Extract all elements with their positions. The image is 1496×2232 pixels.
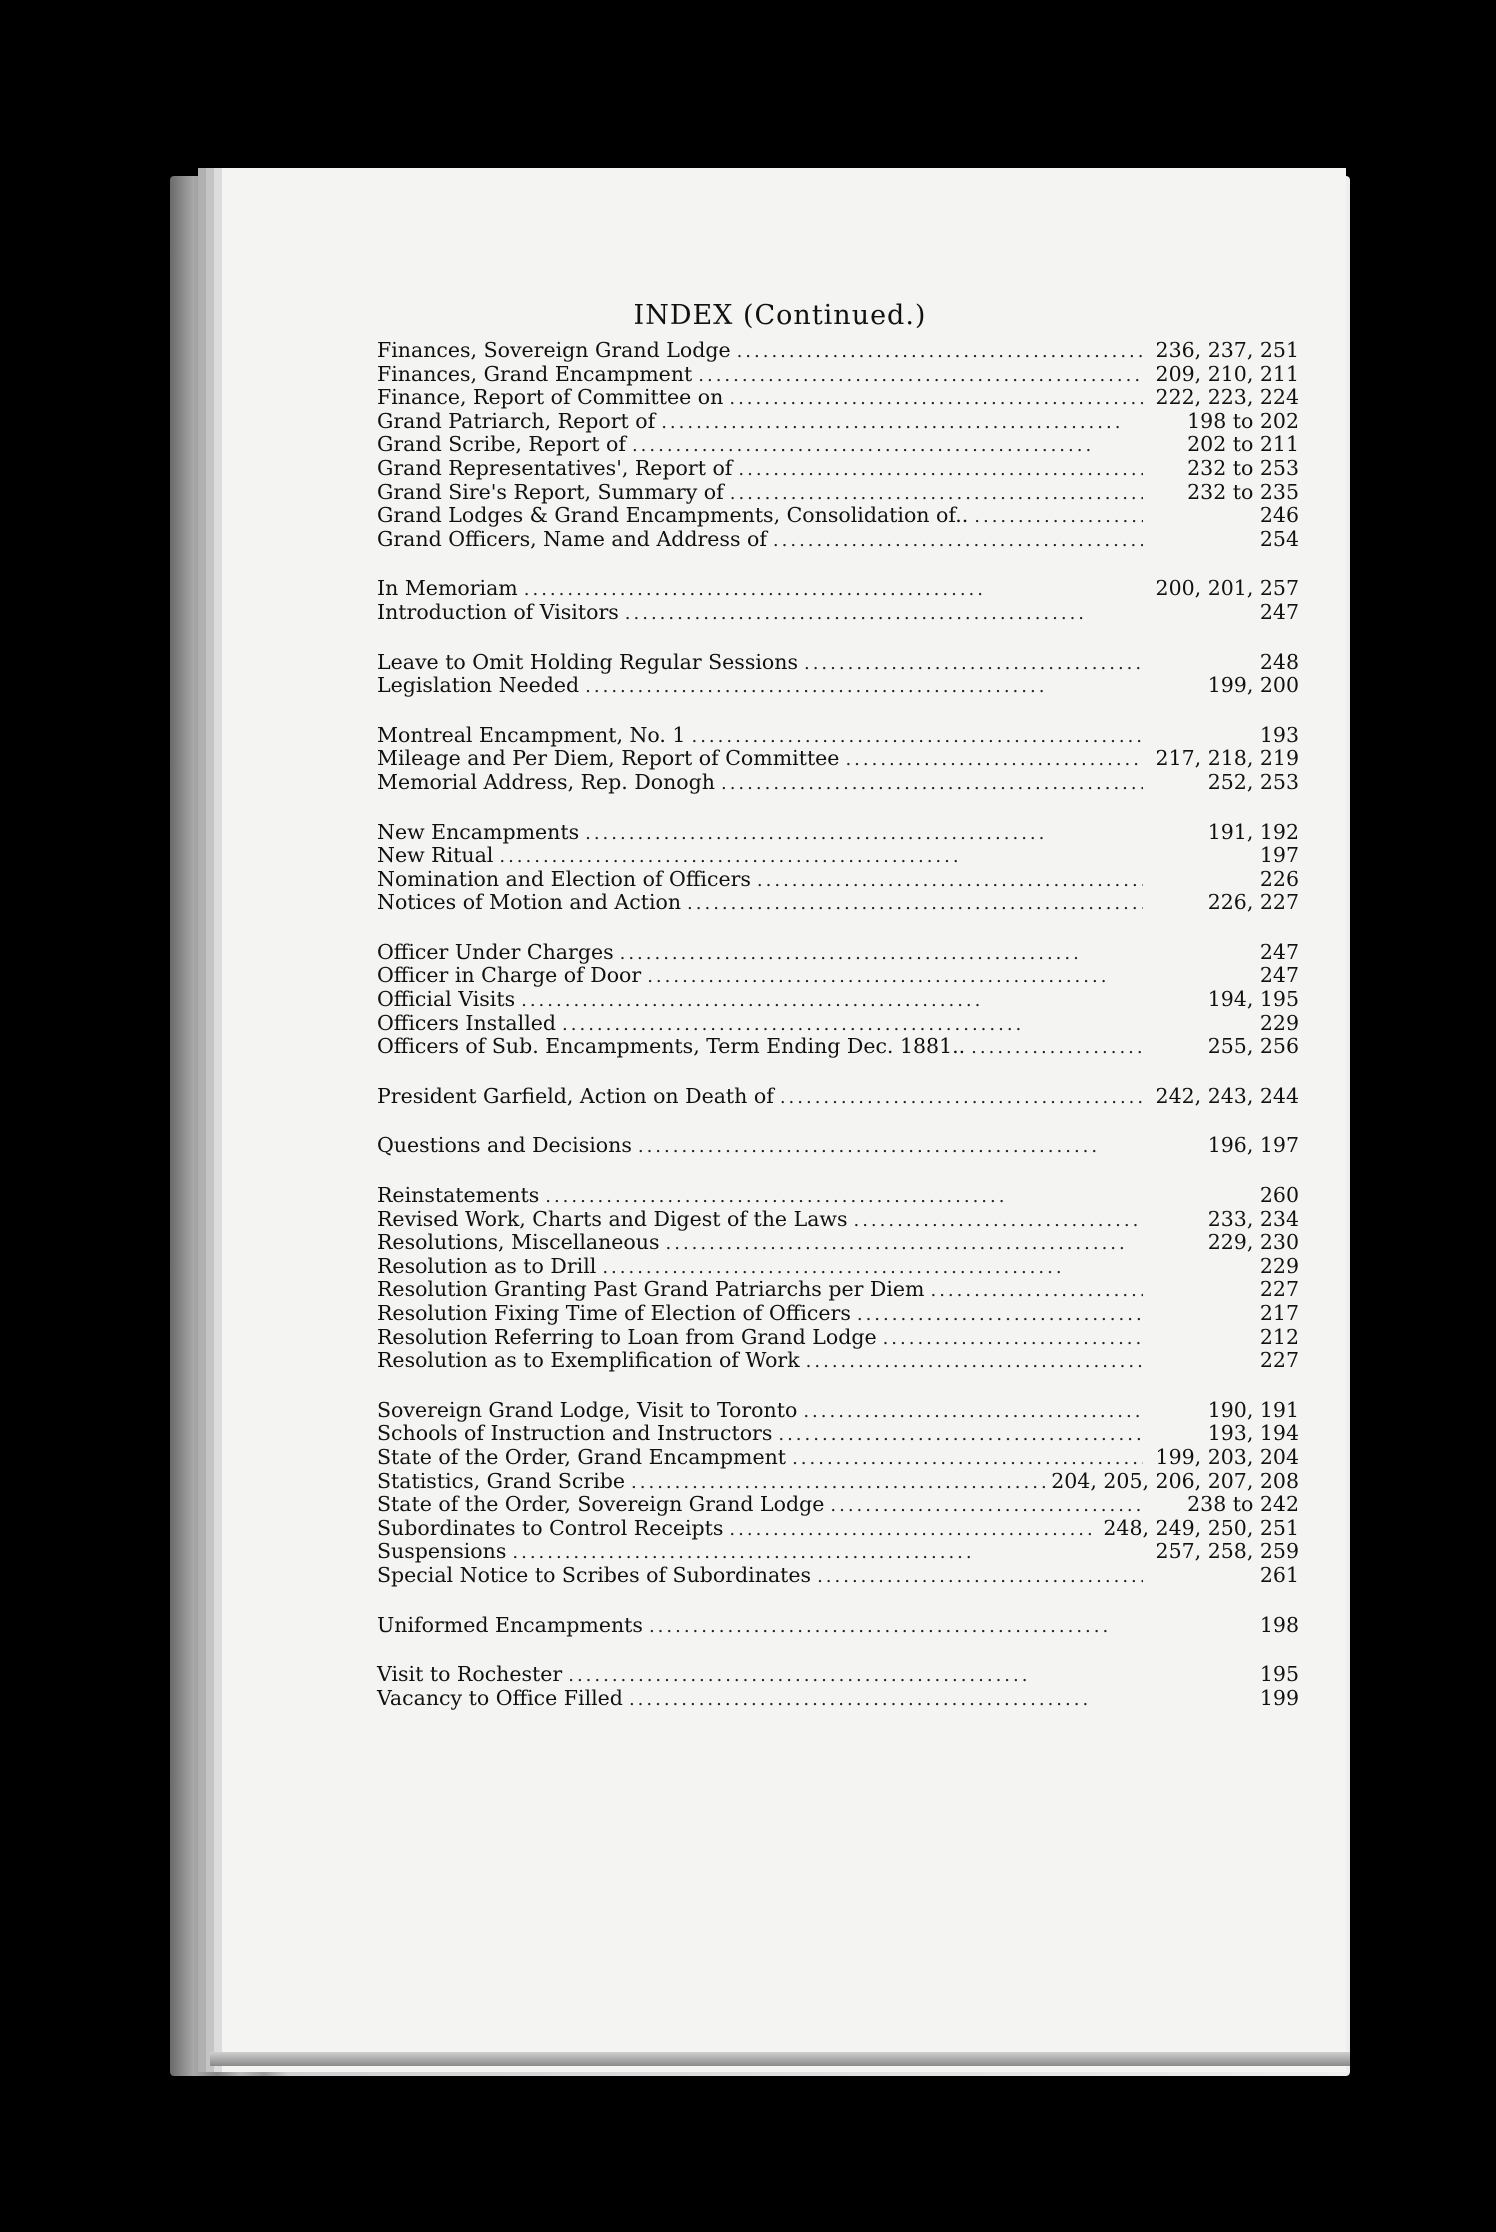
entry-label: Schools of Instruction and Instructors [377, 1421, 773, 1446]
entry-label: Statistics, Grand Scribe [377, 1468, 626, 1493]
index-group [377, 1398, 1299, 1587]
index-entry [377, 480, 1299, 504]
entry-pages: 257, 258, 259 [1155, 1539, 1299, 1564]
index-entry [377, 843, 1299, 867]
entry-pages: 229, 230 [1207, 1230, 1299, 1255]
entry-label: New Encampments [377, 819, 580, 844]
page-title: INDEX (Continued.) [633, 300, 927, 331]
dot-leader [661, 412, 1121, 433]
dot-leader [631, 1472, 1045, 1493]
dot-leader [971, 1037, 1143, 1058]
entry-pages: 217 [1259, 1301, 1299, 1325]
entry-label: Vacancy to Office Filled [377, 1685, 623, 1710]
index-entry [377, 432, 1299, 456]
entry-label: Resolutions, Miscellaneous [377, 1230, 660, 1255]
entry-label: Legislation Needed [377, 673, 580, 698]
index-group [377, 820, 1299, 914]
entry-label: President Garfield, Action on Death of [377, 1083, 774, 1108]
index-entry [377, 1563, 1299, 1587]
entry-label: Resolution Referring to Loan from Grand Lodge [377, 1324, 877, 1349]
index-entry [377, 456, 1299, 480]
index-group [377, 940, 1299, 1058]
dot-leader [524, 579, 984, 600]
dot-leader [632, 435, 1092, 456]
dot-leader [803, 1401, 1143, 1422]
entry-pages: 194, 195 [1207, 987, 1299, 1012]
entry-pages: 217, 218, 219 [1155, 746, 1299, 771]
dot-leader [730, 483, 1143, 504]
entry-pages: 247 [1259, 939, 1299, 964]
dot-leader [562, 1014, 1022, 1035]
entry-pages: 248, 249, 250, 251 [1103, 1515, 1299, 1540]
entry-pages: 227 [1259, 1348, 1299, 1373]
index-entry [377, 650, 1299, 674]
entry-label: Special Notice to Scribes of Subordinates [377, 1562, 812, 1587]
index-group [377, 1613, 1299, 1637]
entry-label: Grand Scribe, Report of [377, 432, 626, 457]
dot-leader [545, 1186, 1005, 1207]
index-group [377, 1133, 1299, 1157]
entry-pages: 209, 210, 211 [1155, 361, 1299, 386]
index-entry [377, 1445, 1299, 1469]
entry-pages: 198 to 202 [1187, 408, 1299, 433]
entry-label: Resolution Granting Past Grand Patriarchs per Diem [377, 1277, 925, 1302]
dot-leader [780, 1087, 1143, 1108]
dot-leader [804, 653, 1143, 674]
entry-pages: 232 to 235 [1187, 479, 1299, 504]
entry-label: Grand Representatives', Report of [377, 455, 733, 480]
entry-label: State of the Order, Sovereign Grand Lodge [377, 1492, 825, 1517]
index-entry [377, 746, 1299, 770]
index-entry [377, 963, 1299, 987]
dot-leader [738, 459, 1143, 480]
entry-label: Resolution Fixing Time of Election of Officers [377, 1301, 851, 1325]
dot-leader [757, 870, 1143, 891]
dot-leader [647, 966, 1107, 987]
page-bottom-edge [210, 2052, 1350, 2066]
entry-pages: 233, 234 [1207, 1206, 1299, 1231]
entry-pages: 236, 237, 251 [1155, 338, 1299, 362]
entry-pages: 195 [1259, 1662, 1299, 1687]
index-entry [377, 1230, 1299, 1254]
entry-label: Grand Sire's Report, Summary of [377, 479, 724, 504]
index-entry [377, 1084, 1299, 1108]
entry-label: State of the Order, Grand Encampment [377, 1444, 787, 1469]
dot-leader [691, 726, 1143, 747]
entry-pages: 254 [1259, 526, 1299, 551]
index-group [377, 723, 1299, 794]
entry-pages: 196, 197 [1207, 1133, 1299, 1158]
entry-label: Subordinates to Control Receipts [377, 1515, 724, 1540]
entry-pages: 193 [1259, 722, 1299, 747]
index-entry [377, 673, 1299, 697]
entry-label: Officers of Sub. Encampments, Term Ending Dec. 1881.. [377, 1034, 966, 1059]
entry-label: Memorial Address, Rep. Donogh [377, 769, 715, 794]
entry-label: Official Visits [377, 987, 516, 1012]
entry-label: Finances, Sovereign Grand Lodge [377, 338, 731, 362]
entry-label: Revised Work, Charts and Digest of the Laws [377, 1206, 848, 1231]
index-entry [377, 1207, 1299, 1231]
index-entry [377, 503, 1299, 527]
entry-label: Nomination and Election of Officers [377, 866, 751, 891]
entry-pages: 200, 201, 257 [1155, 576, 1299, 601]
dot-leader [773, 530, 1143, 551]
dot-leader [721, 773, 1143, 794]
index-entry [377, 987, 1299, 1011]
index-entry [377, 770, 1299, 794]
entry-pages: 247 [1259, 963, 1299, 988]
dot-leader [625, 603, 1085, 624]
index-entry [377, 723, 1299, 747]
entry-pages: 199 [1259, 1685, 1299, 1710]
entry-label: Suspensions [377, 1539, 507, 1564]
entry-label: In Memoriam [377, 576, 518, 601]
entry-pages: 226, 227 [1207, 890, 1299, 915]
dot-leader [806, 1351, 1143, 1372]
dot-leader [649, 1616, 1109, 1637]
entry-label: Montreal Encampment, No. 1 [377, 722, 686, 747]
index-entry [377, 1686, 1299, 1710]
entry-pages: 193, 194 [1207, 1421, 1299, 1446]
entry-pages: 199, 203, 204 [1155, 1444, 1299, 1469]
dot-leader [638, 1136, 1098, 1157]
entry-label: Notices of Motion and Action [377, 890, 682, 915]
entry-label: Finances, Grand Encampment [377, 361, 693, 386]
index-group [377, 576, 1299, 623]
index-entry [377, 527, 1299, 551]
entry-pages: 199, 200 [1207, 673, 1299, 698]
entry-label: Leave to Omit Holding Regular Sessions [377, 649, 798, 674]
entry-pages: 252, 253 [1207, 769, 1299, 794]
dot-leader [930, 1280, 1143, 1301]
dot-leader [883, 1328, 1143, 1349]
index-entry [377, 1348, 1299, 1372]
entry-pages: 191, 192 [1207, 819, 1299, 844]
dot-leader [737, 341, 1143, 362]
index-entry [377, 1492, 1299, 1516]
index-entry [377, 1301, 1299, 1325]
entry-label: Introduction of Visitors [377, 599, 619, 624]
entry-pages: 238 to 242 [1187, 1492, 1299, 1517]
index-entry [377, 338, 1299, 362]
entry-label: Officer Under Charges [377, 939, 614, 964]
dot-leader [521, 990, 981, 1011]
entry-pages: 227 [1259, 1277, 1299, 1302]
entry-pages: 222, 223, 224 [1155, 385, 1299, 410]
entry-pages: 248 [1259, 649, 1299, 674]
dot-leader [853, 1210, 1143, 1231]
dot-leader [792, 1448, 1143, 1469]
entry-pages: 255, 256 [1207, 1034, 1299, 1059]
index-entry [377, 600, 1299, 624]
index-entry [377, 1254, 1299, 1278]
index-group [377, 1183, 1299, 1372]
entry-pages: 229 [1259, 1253, 1299, 1278]
entry-label: Resolution as to Drill [377, 1253, 597, 1278]
entry-pages: 246 [1259, 503, 1299, 528]
index-entry [377, 1421, 1299, 1445]
entry-label: Officers Installed [377, 1010, 557, 1035]
entry-pages: 204, 205, 206, 207, 208 [1051, 1468, 1299, 1493]
index-group [377, 338, 1299, 550]
entry-pages: 260 [1259, 1183, 1299, 1208]
entry-label: Officer in Charge of Door [377, 963, 642, 988]
entry-label: Resolution as to Exemplification of Work [377, 1348, 800, 1373]
entry-pages: 226 [1259, 866, 1299, 891]
index-entry [377, 385, 1299, 409]
index-group [377, 650, 1299, 697]
entry-pages: 212 [1259, 1324, 1299, 1349]
dot-leader [585, 823, 1045, 844]
dot-leader [817, 1566, 1143, 1587]
entry-label: Visit to Rochester [377, 1662, 563, 1687]
dot-leader [729, 388, 1143, 409]
index-entry [377, 890, 1299, 914]
entry-pages: 229 [1259, 1010, 1299, 1035]
dot-leader [857, 1304, 1143, 1325]
index-list [377, 338, 1299, 1735]
index-entry [377, 1034, 1299, 1058]
entry-pages: 232 to 253 [1187, 455, 1299, 480]
dot-leader [585, 676, 1045, 697]
entry-label: New Ritual [377, 843, 494, 868]
entry-pages: 198 [1259, 1612, 1299, 1637]
entry-pages: 202 to 211 [1187, 432, 1299, 457]
index-group [377, 1662, 1299, 1709]
index-entry [377, 362, 1299, 386]
index-group [377, 1084, 1299, 1108]
entry-pages: 242, 243, 244 [1155, 1083, 1299, 1108]
entry-label: Finance, Report of Committee on [377, 385, 724, 410]
dot-leader [729, 1519, 1097, 1540]
index-entry [377, 1011, 1299, 1035]
entry-label: Sovereign Grand Lodge, Visit to Toronto [377, 1397, 798, 1422]
dot-leader [568, 1665, 1028, 1686]
index-entry [377, 820, 1299, 844]
entry-pages: 190, 191 [1207, 1397, 1299, 1422]
dot-leader [666, 1233, 1126, 1254]
index-entry [377, 576, 1299, 600]
dot-leader [499, 846, 959, 867]
index-entry [377, 1516, 1299, 1540]
index-entry [377, 409, 1299, 433]
index-entry [377, 867, 1299, 891]
index-entry [377, 1662, 1299, 1686]
entry-pages: 261 [1259, 1562, 1299, 1587]
index-entry [377, 1539, 1299, 1563]
dot-leader [974, 506, 1143, 527]
index-entry [377, 1613, 1299, 1637]
dot-leader [629, 1689, 1089, 1710]
entry-label: Grand Patriarch, Report of [377, 408, 656, 433]
index-entry [377, 1183, 1299, 1207]
entry-label: Questions and Decisions [377, 1133, 632, 1158]
index-entry [377, 940, 1299, 964]
dot-leader [830, 1495, 1143, 1516]
entry-label: Reinstatements [377, 1183, 540, 1208]
dot-leader [620, 943, 1080, 964]
dot-leader [845, 749, 1143, 770]
dot-leader [512, 1542, 972, 1563]
dot-leader [687, 893, 1143, 914]
entry-pages: 197 [1259, 843, 1299, 868]
entry-pages: 247 [1259, 599, 1299, 624]
index-entry [377, 1133, 1299, 1157]
entry-label: Grand Lodges & Grand Encampments, Consolidation of.. [377, 503, 969, 528]
index-entry [377, 1398, 1299, 1422]
dot-leader [778, 1424, 1143, 1445]
entry-label: Mileage and Per Diem, Report of Committee [377, 746, 840, 771]
book-page [222, 168, 1346, 2072]
index-entry [377, 1325, 1299, 1349]
dot-leader [698, 365, 1143, 386]
entry-label: Grand Officers, Name and Address of [377, 526, 767, 551]
index-entry [377, 1469, 1299, 1493]
entry-label: Uniformed Encampments [377, 1612, 643, 1637]
index-entry [377, 1277, 1299, 1301]
dot-leader [602, 1257, 1062, 1278]
